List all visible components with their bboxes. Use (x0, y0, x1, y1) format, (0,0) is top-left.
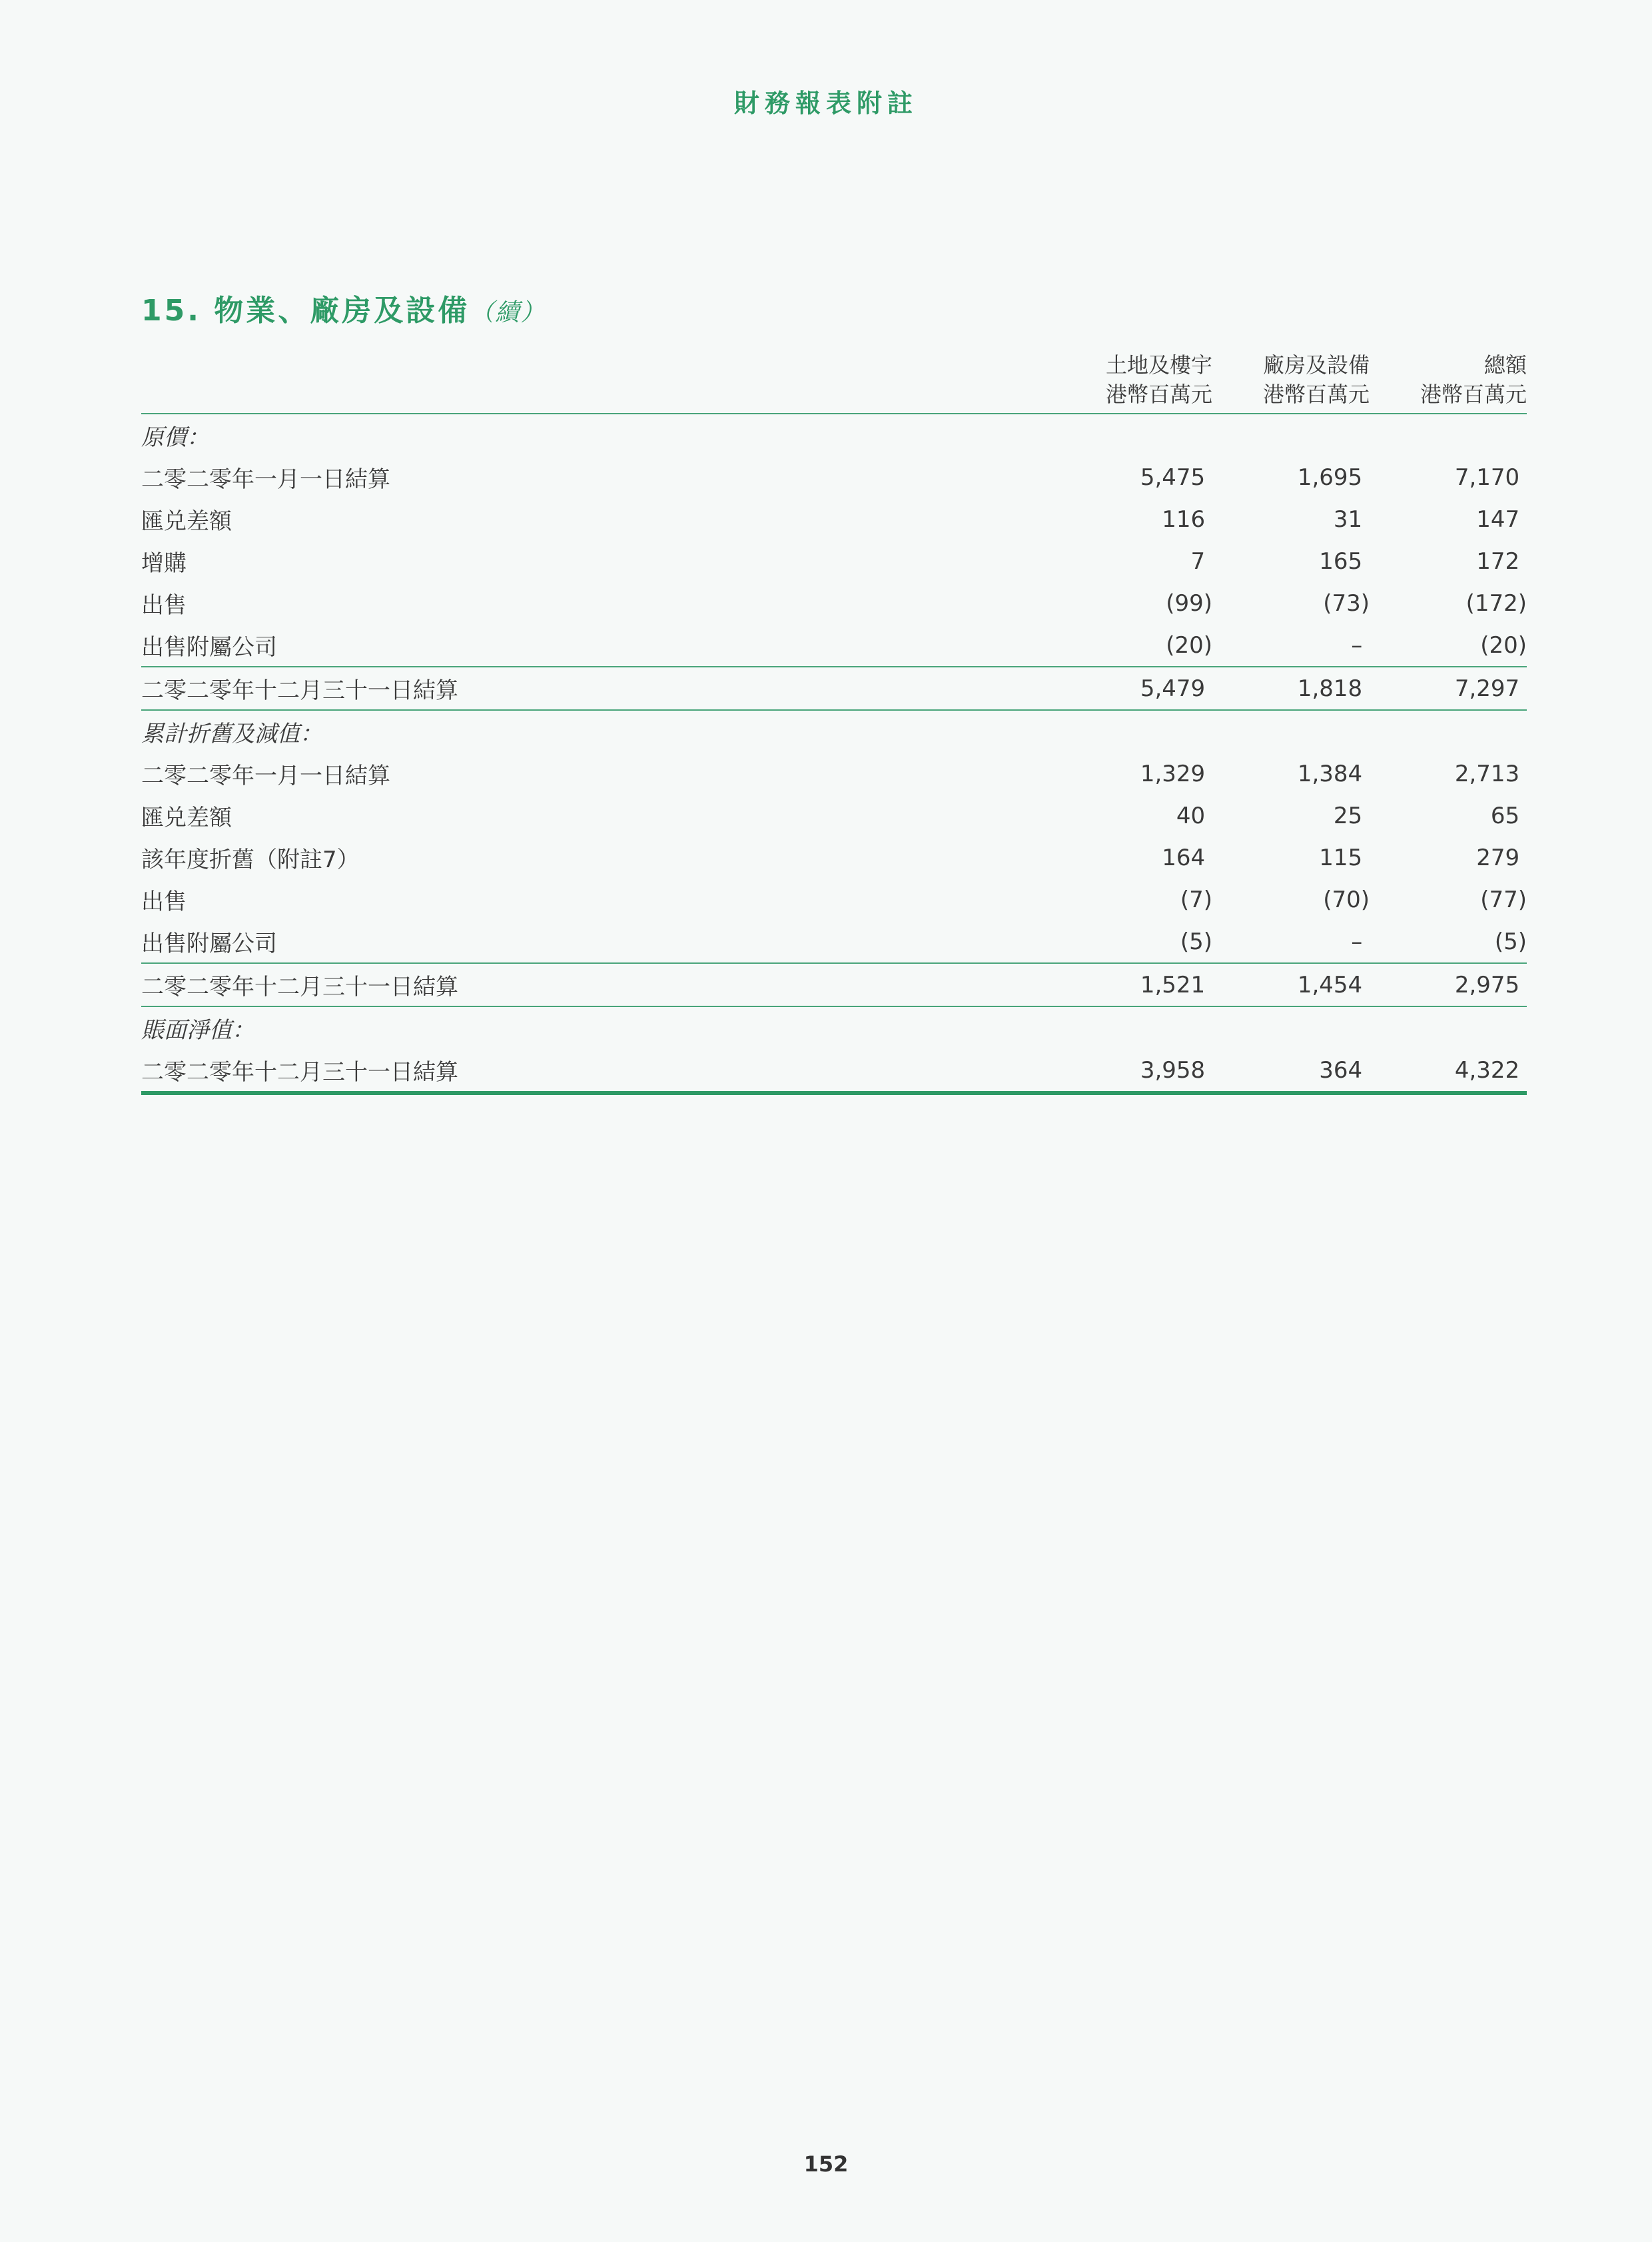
table-header (141, 346, 1527, 414)
row-label: 賬面淨值： (141, 1017, 254, 1044)
table-row (141, 837, 1527, 879)
table-section-heading (141, 1007, 1527, 1049)
row-value: 165 (1319, 548, 1370, 575)
row-label: 原價： (141, 424, 209, 451)
row-value: (5) (1180, 928, 1212, 955)
row-value: 2,713 (1454, 760, 1527, 787)
section-title-text: 15. 物業、廠房及設備 (141, 294, 470, 328)
row-value: 40 (1176, 802, 1212, 829)
column-header-line2: 港幣百萬元 (1262, 382, 1370, 407)
table-body (141, 414, 1527, 1095)
row-value: 7 (1190, 548, 1212, 575)
row-value: 7,170 (1454, 464, 1527, 491)
row-value: 7,297 (1454, 675, 1527, 702)
row-value: 1,329 (1140, 760, 1212, 787)
row-label: 增購 (141, 550, 187, 577)
row-value: (77) (1480, 886, 1527, 913)
table-section-heading (141, 414, 1527, 456)
row-value: (20) (1166, 631, 1212, 659)
row-label: 出售 (141, 889, 187, 915)
column-header-line1: 土地及樓宇 (1105, 352, 1212, 378)
column-header-line2: 港幣百萬元 (1105, 382, 1212, 407)
table-row (141, 624, 1527, 666)
row-label: 二零二零年十二月三十一日結算 (141, 974, 458, 1000)
row-value: (99) (1166, 589, 1212, 617)
table-row (141, 879, 1527, 921)
row-value: (172) (1465, 589, 1527, 617)
header-spacer (141, 346, 1055, 413)
row-value: 172 (1476, 548, 1527, 575)
column-header-land-buildings (1055, 346, 1212, 413)
row-value: 115 (1319, 844, 1370, 871)
row-label: 出售 (141, 592, 187, 619)
table-row (141, 540, 1527, 582)
page-number: 152 (803, 2151, 849, 2177)
row-value: 1,521 (1140, 971, 1212, 998)
table-total-row (141, 666, 1527, 711)
row-label: 出售附屬公司 (141, 931, 277, 957)
column-header-line1: 總額 (1483, 352, 1527, 378)
row-value: 164 (1162, 844, 1212, 871)
table-total-row (141, 1049, 1527, 1095)
financial-table (141, 346, 1527, 1095)
row-value: 3,958 (1140, 1056, 1212, 1084)
row-value: 65 (1490, 802, 1527, 829)
row-value: (70) (1323, 886, 1370, 913)
row-value: 147 (1476, 506, 1527, 533)
row-value: (5) (1494, 928, 1527, 955)
row-label: 該年度折舊（附註7） (141, 847, 360, 873)
row-value: 1,454 (1297, 971, 1370, 998)
row-value: 1,384 (1297, 760, 1370, 787)
row-value: 2,975 (1454, 971, 1527, 998)
table-row (141, 498, 1527, 540)
row-value: (7) (1180, 886, 1212, 913)
row-value: 364 (1319, 1056, 1370, 1084)
table-section-heading (141, 711, 1527, 753)
row-value: 5,479 (1140, 675, 1212, 702)
column-header-line1: 廠房及設備 (1262, 352, 1370, 378)
row-label: 二零二零年十二月三十一日結算 (141, 677, 458, 704)
row-value: 1,695 (1297, 464, 1370, 491)
row-label: 累計折舊及減值： (141, 721, 322, 747)
column-header-line2: 港幣百萬元 (1420, 382, 1527, 407)
table-row (141, 921, 1527, 962)
row-label: 出售附屬公司 (141, 634, 277, 661)
row-value: – (1351, 928, 1370, 955)
row-value: 5,475 (1140, 464, 1212, 491)
row-label: 二零二零年一月一日結算 (141, 466, 390, 493)
column-header-total (1370, 346, 1527, 413)
row-label: 匯兑差額 (141, 805, 232, 831)
continued-label: （續） (470, 299, 546, 326)
page-header: 財務報表附註 (733, 89, 918, 118)
row-value: (20) (1480, 631, 1527, 659)
row-value: 1,818 (1297, 675, 1370, 702)
column-header-plant-equipment (1212, 346, 1370, 413)
table-total-row (141, 962, 1527, 1007)
row-value: – (1351, 631, 1370, 659)
row-value: (73) (1323, 589, 1370, 617)
row-value: 31 (1333, 506, 1370, 533)
row-value: 279 (1476, 844, 1527, 871)
row-label: 二零二零年十二月三十一日結算 (141, 1059, 458, 1086)
section-title (141, 286, 546, 329)
table-row (141, 753, 1527, 795)
row-label: 二零二零年一月一日結算 (141, 763, 390, 789)
table-row (141, 582, 1527, 624)
row-value: 116 (1162, 506, 1212, 533)
row-value: 4,322 (1454, 1056, 1527, 1084)
table-row (141, 795, 1527, 837)
table-row (141, 456, 1527, 498)
row-label: 匯兑差額 (141, 508, 232, 535)
row-value: 25 (1333, 802, 1370, 829)
